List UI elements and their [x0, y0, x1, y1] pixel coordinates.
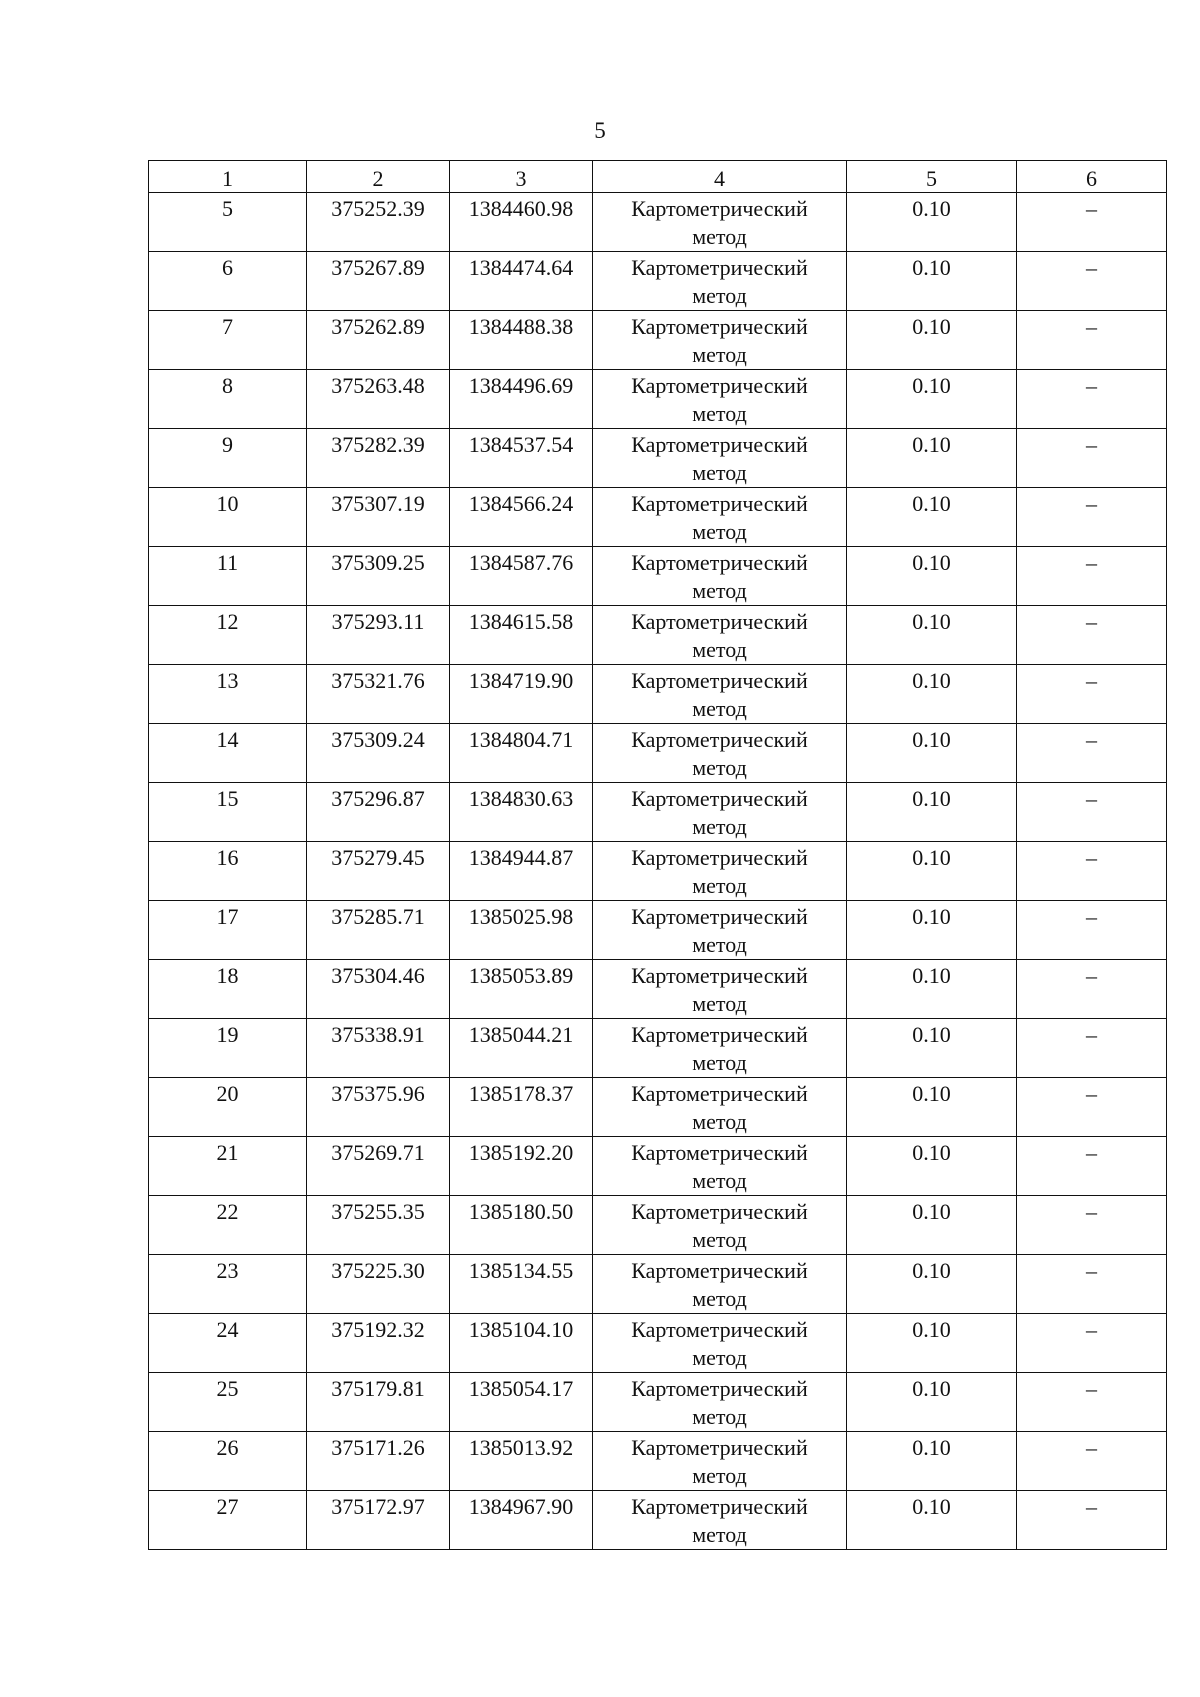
table-row	[149, 665, 1167, 724]
method-cell	[593, 1137, 847, 1196]
y-coordinate-cell: 1385178.37	[450, 1078, 593, 1137]
method-text-line-2: метод	[692, 342, 747, 367]
note-cell: –	[1017, 1432, 1167, 1491]
y-coordinate-cell: 1384488.38	[450, 311, 593, 370]
method-cell	[593, 311, 847, 370]
table-row	[149, 606, 1167, 665]
method-text-line-1: Картометрический	[631, 196, 808, 221]
method-text-line-2: метод	[692, 1463, 747, 1488]
y-coordinate-cell: 1385054.17	[450, 1373, 593, 1432]
x-coordinate-cell: 375269.71	[307, 1137, 450, 1196]
point-number-cell: 11	[149, 547, 307, 606]
x-coordinate-cell: 375279.45	[307, 842, 450, 901]
y-coordinate-cell: 1384719.90	[450, 665, 593, 724]
method-text-line-2: метод	[692, 873, 747, 898]
x-coordinate-cell: 375172.97	[307, 1491, 450, 1550]
method-text-line-1: Картометрический	[631, 904, 808, 929]
method-text-line-1: Картометрический	[631, 963, 808, 988]
point-number-cell: 7	[149, 311, 307, 370]
y-coordinate-cell: 1384615.58	[450, 606, 593, 665]
x-coordinate-cell: 375267.89	[307, 252, 450, 311]
method-text-line-1: Картометрический	[631, 1140, 808, 1165]
x-coordinate-cell: 375321.76	[307, 665, 450, 724]
method-cell	[593, 1314, 847, 1373]
point-number-cell: 20	[149, 1078, 307, 1137]
point-number-cell: 12	[149, 606, 307, 665]
table-row	[149, 724, 1167, 783]
page-number: 5	[594, 118, 606, 143]
header-col-6: 6	[1017, 161, 1167, 193]
accuracy-cell: 0.10	[847, 901, 1017, 960]
accuracy-cell: 0.10	[847, 429, 1017, 488]
table-row	[149, 1491, 1167, 1550]
accuracy-cell: 0.10	[847, 252, 1017, 311]
point-number-cell: 26	[149, 1432, 307, 1491]
method-text-line-1: Картометрический	[631, 786, 808, 811]
method-text-line-1: Картометрический	[631, 255, 808, 280]
method-cell	[593, 783, 847, 842]
y-coordinate-cell: 1384537.54	[450, 429, 593, 488]
method-text-line-2: метод	[692, 637, 747, 662]
header-row	[149, 161, 1167, 193]
method-text-line-1: Картометрический	[631, 1494, 808, 1519]
table-row	[149, 1078, 1167, 1137]
table-row	[149, 193, 1167, 252]
y-coordinate-cell: 1384566.24	[450, 488, 593, 547]
method-text-line-1: Картометрический	[631, 1258, 808, 1283]
header-col-1: 1	[149, 161, 307, 193]
method-text-line-1: Картометрический	[631, 373, 808, 398]
method-text-line-1: Картометрический	[631, 609, 808, 634]
x-coordinate-cell: 375225.30	[307, 1255, 450, 1314]
table-row	[149, 547, 1167, 606]
x-coordinate-cell: 375171.26	[307, 1432, 450, 1491]
note-cell: –	[1017, 665, 1167, 724]
accuracy-cell: 0.10	[847, 1078, 1017, 1137]
point-number-cell: 19	[149, 1019, 307, 1078]
x-coordinate-cell: 375309.25	[307, 547, 450, 606]
method-text-line-1: Картометрический	[631, 1199, 808, 1224]
method-cell	[593, 370, 847, 429]
table-row	[149, 1432, 1167, 1491]
method-text-line-2: метод	[692, 1404, 747, 1429]
y-coordinate-cell: 1385025.98	[450, 901, 593, 960]
note-cell: –	[1017, 901, 1167, 960]
x-coordinate-cell: 375338.91	[307, 1019, 450, 1078]
method-text-line-2: метод	[692, 696, 747, 721]
point-number-cell: 21	[149, 1137, 307, 1196]
point-number-cell: 14	[149, 724, 307, 783]
method-text-line-1: Картометрический	[631, 432, 808, 457]
note-cell: –	[1017, 1019, 1167, 1078]
method-cell	[593, 1078, 847, 1137]
accuracy-cell: 0.10	[847, 1196, 1017, 1255]
accuracy-cell: 0.10	[847, 960, 1017, 1019]
method-text-line-1: Картометрический	[631, 491, 808, 516]
method-text-line-2: метод	[692, 814, 747, 839]
table-row	[149, 1196, 1167, 1255]
y-coordinate-cell: 1385104.10	[450, 1314, 593, 1373]
method-text-line-2: метод	[692, 1227, 747, 1252]
note-cell: –	[1017, 370, 1167, 429]
y-coordinate-cell: 1384967.90	[450, 1491, 593, 1550]
point-number-cell: 5	[149, 193, 307, 252]
accuracy-cell: 0.10	[847, 1255, 1017, 1314]
accuracy-cell: 0.10	[847, 370, 1017, 429]
note-cell: –	[1017, 488, 1167, 547]
coordinates-table	[148, 160, 1167, 1550]
method-cell	[593, 252, 847, 311]
point-number-cell: 13	[149, 665, 307, 724]
accuracy-cell: 0.10	[847, 842, 1017, 901]
point-number-cell: 25	[149, 1373, 307, 1432]
accuracy-cell: 0.10	[847, 724, 1017, 783]
accuracy-cell: 0.10	[847, 1019, 1017, 1078]
method-text-line-1: Картометрический	[631, 1435, 808, 1460]
note-cell: –	[1017, 606, 1167, 665]
x-coordinate-cell: 375262.89	[307, 311, 450, 370]
table-row	[149, 1373, 1167, 1432]
x-coordinate-cell: 375192.32	[307, 1314, 450, 1373]
method-cell	[593, 1373, 847, 1432]
method-cell	[593, 665, 847, 724]
x-coordinate-cell: 375255.35	[307, 1196, 450, 1255]
accuracy-cell: 0.10	[847, 1137, 1017, 1196]
method-text-line-1: Картометрический	[631, 1317, 808, 1342]
note-cell: –	[1017, 193, 1167, 252]
table-row	[149, 960, 1167, 1019]
note-cell: –	[1017, 1196, 1167, 1255]
accuracy-cell: 0.10	[847, 1314, 1017, 1373]
table-row	[149, 488, 1167, 547]
note-cell: –	[1017, 311, 1167, 370]
note-cell: –	[1017, 1491, 1167, 1550]
method-text-line-2: метод	[692, 991, 747, 1016]
point-number-cell: 24	[149, 1314, 307, 1373]
method-cell	[593, 724, 847, 783]
x-coordinate-cell: 375309.24	[307, 724, 450, 783]
table-row	[149, 901, 1167, 960]
header-col-4: 4	[593, 161, 847, 193]
accuracy-cell: 0.10	[847, 1373, 1017, 1432]
note-cell: –	[1017, 1078, 1167, 1137]
method-text-line-1: Картометрический	[631, 550, 808, 575]
method-text-line-1: Картометрический	[631, 1081, 808, 1106]
note-cell: –	[1017, 960, 1167, 1019]
y-coordinate-cell: 1385134.55	[450, 1255, 593, 1314]
x-coordinate-cell: 375282.39	[307, 429, 450, 488]
x-coordinate-cell: 375304.46	[307, 960, 450, 1019]
accuracy-cell: 0.10	[847, 193, 1017, 252]
note-cell: –	[1017, 547, 1167, 606]
method-cell	[593, 1432, 847, 1491]
y-coordinate-cell: 1384474.64	[450, 252, 593, 311]
method-text-line-2: метод	[692, 755, 747, 780]
method-cell	[593, 1019, 847, 1078]
method-text-line-2: метод	[692, 1168, 747, 1193]
x-coordinate-cell: 375375.96	[307, 1078, 450, 1137]
method-cell	[593, 547, 847, 606]
y-coordinate-cell: 1384804.71	[450, 724, 593, 783]
point-number-cell: 22	[149, 1196, 307, 1255]
note-cell: –	[1017, 724, 1167, 783]
method-text-line-2: метод	[692, 1050, 747, 1075]
accuracy-cell: 0.10	[847, 1432, 1017, 1491]
method-text-line-2: метод	[692, 1109, 747, 1134]
method-cell	[593, 429, 847, 488]
note-cell: –	[1017, 252, 1167, 311]
point-number-cell: 23	[149, 1255, 307, 1314]
method-cell	[593, 842, 847, 901]
table-row	[149, 311, 1167, 370]
note-cell: –	[1017, 1314, 1167, 1373]
table-row	[149, 1255, 1167, 1314]
x-coordinate-cell: 375296.87	[307, 783, 450, 842]
point-number-cell: 6	[149, 252, 307, 311]
header-col-5: 5	[847, 161, 1017, 193]
x-coordinate-cell: 375293.11	[307, 606, 450, 665]
method-text-line-2: метод	[692, 932, 747, 957]
note-cell: –	[1017, 1255, 1167, 1314]
y-coordinate-cell: 1384944.87	[450, 842, 593, 901]
y-coordinate-cell: 1385180.50	[450, 1196, 593, 1255]
method-cell	[593, 1196, 847, 1255]
method-text-line-1: Картометрический	[631, 1022, 808, 1047]
method-text-line-2: метод	[692, 1522, 747, 1547]
method-cell	[593, 488, 847, 547]
table-row	[149, 252, 1167, 311]
y-coordinate-cell: 1384496.69	[450, 370, 593, 429]
y-coordinate-cell: 1385192.20	[450, 1137, 593, 1196]
x-coordinate-cell: 375179.81	[307, 1373, 450, 1432]
method-cell	[593, 1491, 847, 1550]
note-cell: –	[1017, 783, 1167, 842]
table-row	[149, 783, 1167, 842]
method-cell	[593, 901, 847, 960]
y-coordinate-cell: 1384587.76	[450, 547, 593, 606]
method-text-line-2: метод	[692, 1286, 747, 1311]
method-cell	[593, 1255, 847, 1314]
point-number-cell: 16	[149, 842, 307, 901]
accuracy-cell: 0.10	[847, 311, 1017, 370]
note-cell: –	[1017, 842, 1167, 901]
method-text-line-1: Картометрический	[631, 314, 808, 339]
point-number-cell: 10	[149, 488, 307, 547]
point-number-cell: 8	[149, 370, 307, 429]
method-text-line-2: метод	[692, 401, 747, 426]
note-cell: –	[1017, 429, 1167, 488]
accuracy-cell: 0.10	[847, 783, 1017, 842]
point-number-cell: 15	[149, 783, 307, 842]
accuracy-cell: 0.10	[847, 606, 1017, 665]
method-text-line-1: Картометрический	[631, 845, 808, 870]
method-text-line-2: метод	[692, 1345, 747, 1370]
y-coordinate-cell: 1385044.21	[450, 1019, 593, 1078]
table-row	[149, 1019, 1167, 1078]
header-col-2: 2	[307, 161, 450, 193]
accuracy-cell: 0.10	[847, 488, 1017, 547]
point-number-cell: 27	[149, 1491, 307, 1550]
method-text-line-1: Картометрический	[631, 727, 808, 752]
method-text-line-2: метод	[692, 224, 747, 249]
table-row	[149, 1137, 1167, 1196]
table-row	[149, 370, 1167, 429]
y-coordinate-cell: 1384460.98	[450, 193, 593, 252]
method-text-line-1: Картометрический	[631, 668, 808, 693]
table-body	[149, 193, 1167, 1550]
table-row	[149, 842, 1167, 901]
point-number-cell: 18	[149, 960, 307, 1019]
accuracy-cell: 0.10	[847, 547, 1017, 606]
method-cell	[593, 606, 847, 665]
note-cell: –	[1017, 1373, 1167, 1432]
table-row	[149, 1314, 1167, 1373]
table-row	[149, 429, 1167, 488]
y-coordinate-cell: 1385053.89	[450, 960, 593, 1019]
method-text-line-2: метод	[692, 519, 747, 544]
method-text-line-2: метод	[692, 460, 747, 485]
point-number-cell: 17	[149, 901, 307, 960]
table-header	[149, 161, 1167, 193]
method-text-line-1: Картометрический	[631, 1376, 808, 1401]
x-coordinate-cell: 375263.48	[307, 370, 450, 429]
accuracy-cell: 0.10	[847, 665, 1017, 724]
point-number-cell: 9	[149, 429, 307, 488]
accuracy-cell: 0.10	[847, 1491, 1017, 1550]
x-coordinate-cell: 375285.71	[307, 901, 450, 960]
y-coordinate-cell: 1385013.92	[450, 1432, 593, 1491]
method-cell	[593, 193, 847, 252]
method-cell	[593, 960, 847, 1019]
y-coordinate-cell: 1384830.63	[450, 783, 593, 842]
note-cell: –	[1017, 1137, 1167, 1196]
method-text-line-2: метод	[692, 578, 747, 603]
header-col-3: 3	[450, 161, 593, 193]
x-coordinate-cell: 375307.19	[307, 488, 450, 547]
method-text-line-2: метод	[692, 283, 747, 308]
x-coordinate-cell: 375252.39	[307, 193, 450, 252]
